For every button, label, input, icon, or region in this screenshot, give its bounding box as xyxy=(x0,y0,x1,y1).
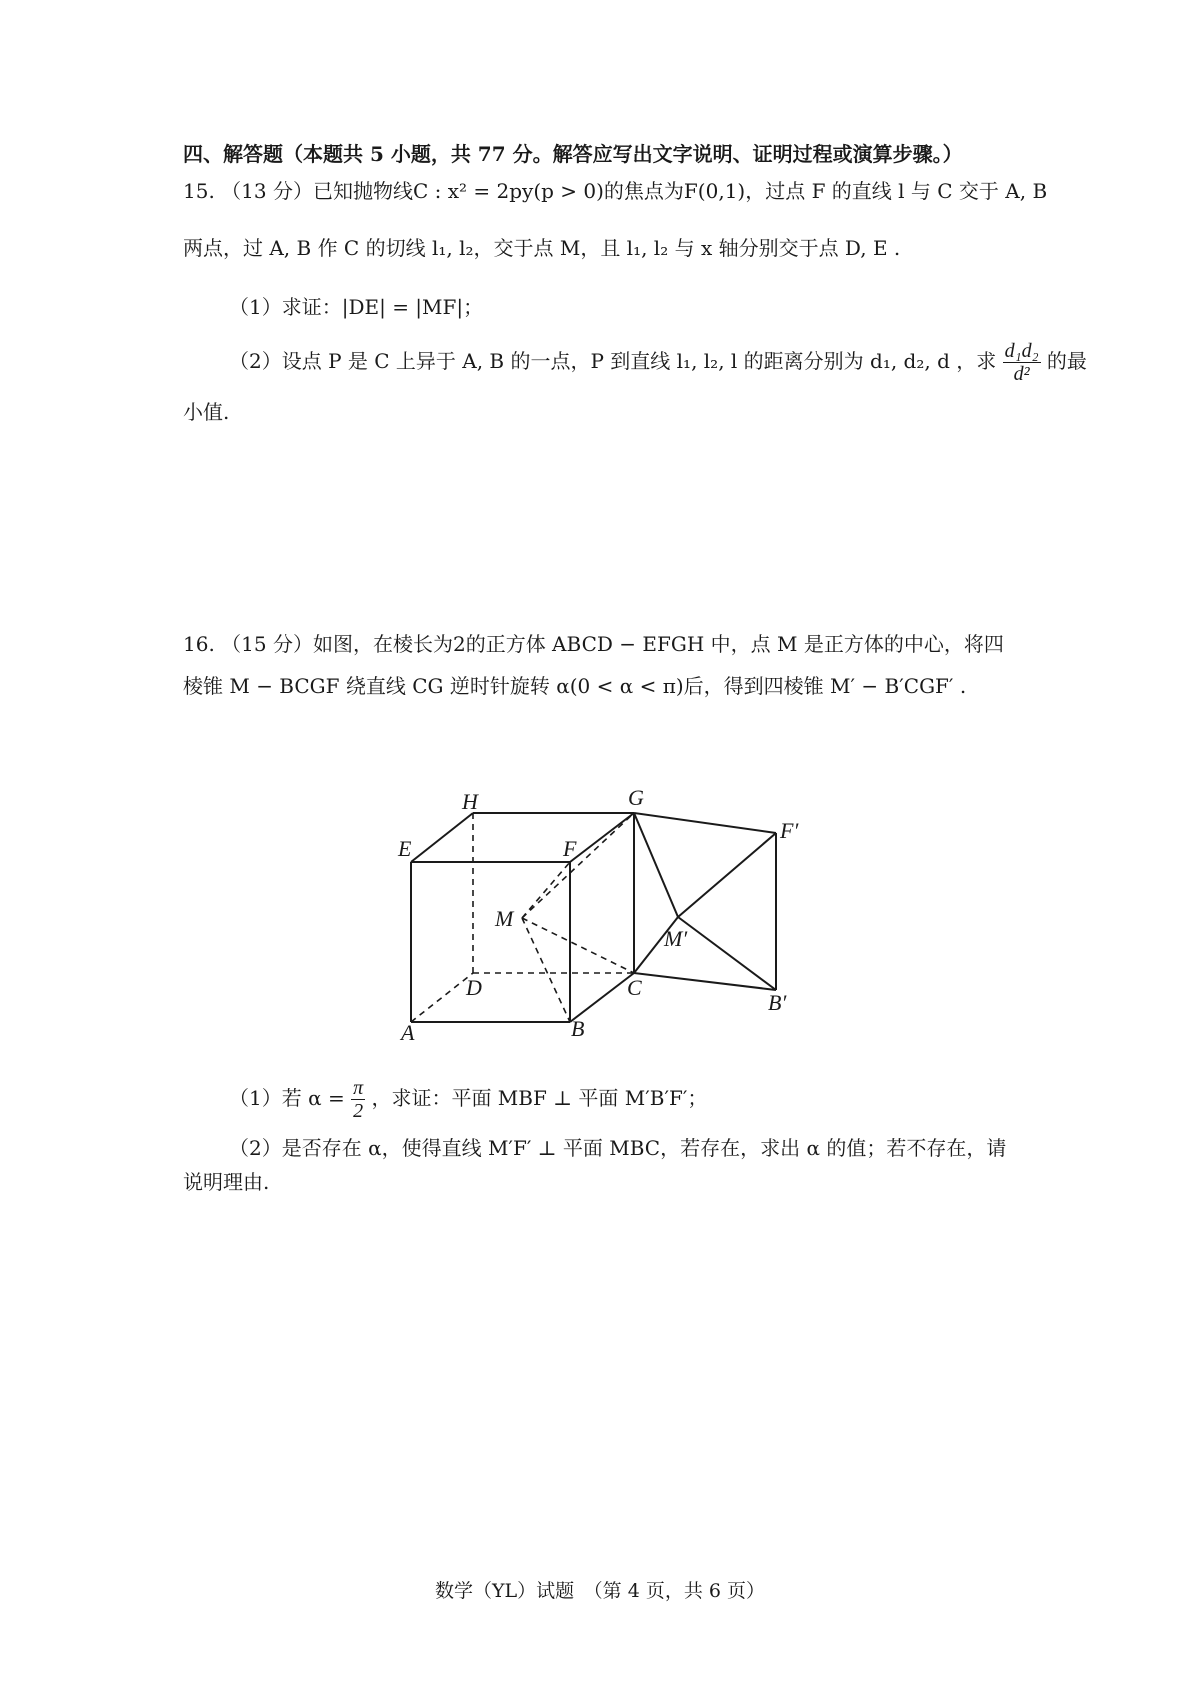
hidden-edge-AD xyxy=(411,973,473,1022)
label-C: C xyxy=(627,975,642,1000)
segment-MC xyxy=(522,918,634,973)
q16-line2: 棱锥 M − BCGF 绕直线 CG 逆时针旋转 α(0 < α < π)后，得到四棱锥 M′ − B′CGF′ . xyxy=(183,674,967,698)
q16-frac-num: π xyxy=(353,1077,364,1099)
q16-part2: （2）是否存在 α，使得直线 M′F′ ⊥ 平面 MBC，若存在，求出 α 的值；若不存在，请 xyxy=(229,1136,1007,1160)
edge-MpFp xyxy=(678,833,776,917)
q15-part2-tail: 的最 xyxy=(1046,349,1087,373)
q15-part1: （1）求证：|DE| = |MF|； xyxy=(229,295,484,319)
edge-EH xyxy=(411,813,473,862)
q15-part2-text: （2）设点 P 是 C 上异于 A, B 的一点，P 到直线 l₁, l₂, l 的距离分别为 d₁, d₂, d ，求 xyxy=(229,349,997,373)
label-E: E xyxy=(398,836,412,861)
edge-GMp xyxy=(634,813,678,917)
q15-frac-num: d₁d₂ xyxy=(1004,340,1039,362)
label-G: G xyxy=(628,785,644,810)
q16-part2-line2: 说明理由. xyxy=(183,1170,270,1194)
label-A: A xyxy=(401,1020,415,1045)
edge-CBp xyxy=(634,973,776,990)
edge-FG xyxy=(570,813,634,862)
label-M: M xyxy=(495,906,514,931)
label-D: D xyxy=(466,975,482,1000)
q15-line2: 两点，过 A, B 作 C 的切线 l₁, l₂，交于点 M，且 l₁, l₂ 与 x 轴分别交于点 D, E . xyxy=(183,236,901,260)
label-Bp: B′ xyxy=(768,990,787,1015)
q16-fraction xyxy=(351,1077,365,1122)
edge-GFp xyxy=(634,813,776,833)
q15-line1: 15. （13 分）已知抛物线C : x² = 2py(p > 0)的焦点为F(0,1)，过点 F 的直线 l 与 C 交于 A, B xyxy=(183,179,1048,203)
segment-MG xyxy=(522,813,634,918)
page-footer: 数学（YL）试题 （第 4 页，共 6 页） xyxy=(435,1580,765,1602)
label-Fp: F′ xyxy=(780,818,799,843)
q16-part1-text: （1）若 α = xyxy=(229,1086,345,1110)
edge-BC xyxy=(570,973,634,1022)
q16-line1: 16. （15 分）如图，在棱长为2的正方体 ABCD − EFGH 中，点 M 是正方体的中心，将四 xyxy=(183,632,1004,656)
segment-MF xyxy=(522,862,570,918)
q15-frac-den: d² xyxy=(1013,363,1030,385)
label-Mp: M′ xyxy=(664,926,688,951)
label-B: B xyxy=(571,1016,585,1041)
label-F: F xyxy=(563,836,577,861)
segment-MB xyxy=(522,918,570,1022)
label-H: H xyxy=(462,789,478,814)
section-heading: 四、解答题（本题共 5 小题，共 77 分。解答应写出文字说明、证明过程或演算步骤。） xyxy=(183,142,963,166)
q16-part1-tail: ，求证：平面 MBF ⊥ 平面 M′B′F′； xyxy=(371,1086,708,1110)
q15-part2-line2: 小值. xyxy=(183,400,230,424)
q16-frac-den: 2 xyxy=(353,1100,364,1122)
q16-part1 xyxy=(229,1077,707,1122)
